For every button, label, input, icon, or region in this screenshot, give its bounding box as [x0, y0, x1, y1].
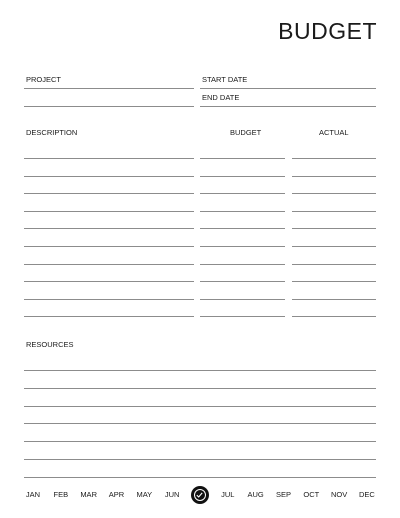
month-may[interactable]: MAY — [136, 490, 153, 500]
month-apr[interactable]: APR — [108, 490, 125, 500]
budget-row-line — [200, 193, 285, 194]
actual-row-line — [292, 228, 376, 229]
actual-row-line — [292, 299, 376, 300]
actual-row-line — [292, 158, 376, 159]
description-row-line — [24, 281, 194, 282]
check-circle-icon — [191, 486, 209, 504]
resource-line — [24, 388, 376, 389]
project-line-2 — [24, 106, 194, 107]
actual-row-line — [292, 264, 376, 265]
end-date-line — [200, 106, 376, 107]
page-title: BUDGET — [278, 18, 377, 44]
budget-row-line — [200, 211, 285, 212]
month-mar[interactable]: MAR — [80, 490, 97, 500]
current-month-marker — [187, 486, 213, 504]
budget-row-line — [200, 228, 285, 229]
description-row-line — [24, 193, 194, 194]
description-row-line — [24, 316, 194, 317]
resources-label: RESOURCES — [26, 340, 74, 349]
resource-line — [24, 459, 376, 460]
actual-row-line — [292, 211, 376, 212]
description-row-line — [24, 211, 194, 212]
resource-line — [24, 441, 376, 442]
resource-line — [24, 477, 376, 478]
actual-row-line — [292, 281, 376, 282]
budget-row-line — [200, 158, 285, 159]
month-jan[interactable]: JAN — [25, 490, 41, 500]
actual-header: ACTUAL — [319, 128, 349, 137]
budget-row-line — [200, 281, 285, 282]
month-jul[interactable]: JUL — [221, 490, 235, 500]
month-oct[interactable]: OCT — [303, 490, 320, 500]
resource-line — [24, 423, 376, 424]
budget-row-line — [200, 299, 285, 300]
description-row-line — [24, 228, 194, 229]
description-header: DESCRIPTION — [26, 128, 78, 137]
resource-line — [24, 370, 376, 371]
start-date-label: START DATE — [202, 75, 248, 84]
description-row-line — [24, 264, 194, 265]
resource-line — [24, 406, 376, 407]
end-date-label: END DATE — [202, 93, 240, 102]
month-sep[interactable]: SEP — [275, 490, 291, 500]
project-label: PROJECT — [26, 75, 62, 84]
description-row-line — [24, 176, 194, 177]
actual-row-line — [292, 246, 376, 247]
month-feb[interactable]: FEB — [53, 490, 69, 500]
month-aug[interactable]: AUG — [247, 490, 264, 500]
budget-row-line — [200, 264, 285, 265]
month-tracker — [20, 484, 380, 506]
description-row-line — [24, 158, 194, 159]
start-date-line — [200, 88, 376, 89]
actual-row-line — [292, 316, 376, 317]
actual-row-line — [292, 176, 376, 177]
description-row-line — [24, 299, 194, 300]
description-row-line — [24, 246, 194, 247]
project-line-1 — [24, 88, 194, 89]
month-dec[interactable]: DEC — [359, 490, 375, 500]
actual-row-line — [292, 193, 376, 194]
budget-row-line — [200, 176, 285, 177]
month-jun[interactable]: JUN — [164, 490, 180, 500]
budget-row-line — [200, 246, 285, 247]
budget-row-line — [200, 316, 285, 317]
month-nov[interactable]: NOV — [330, 490, 348, 500]
budget-header: BUDGET — [230, 128, 262, 137]
